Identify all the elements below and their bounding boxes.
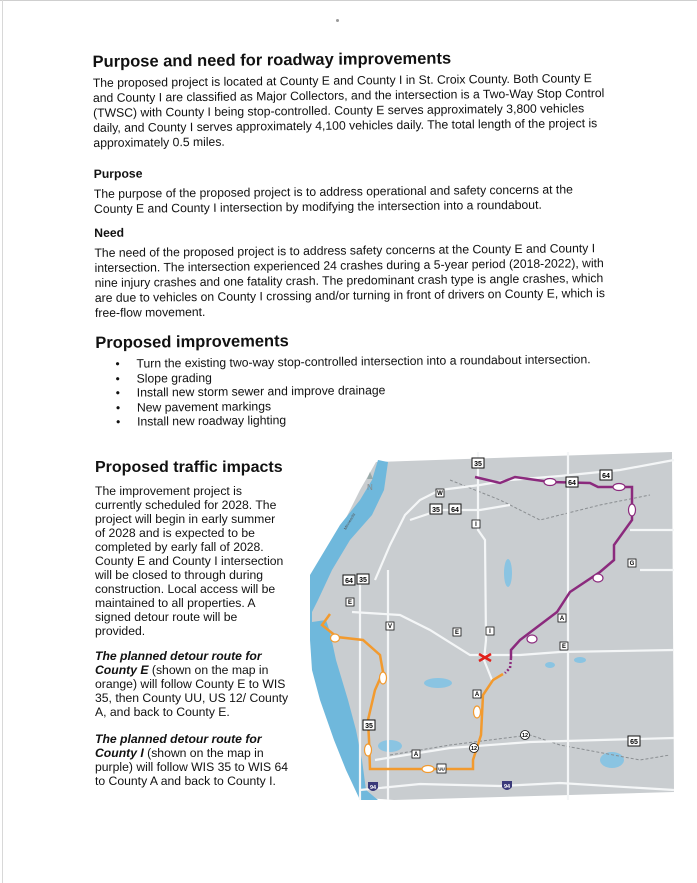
svg-text:G: G [629,561,635,567]
traffic-line-5: completed by early fall of 2028. [95,540,264,554]
intro-line-1: The proposed project is located at County E and County I in St. Croix County. Both County E [92,71,592,90]
county-e-shield [346,598,354,606]
intro-line-4: daily, and County I serves approximately 4,100 vehicles daily. The total length of the project is [93,116,598,135]
detour-i-line-2 [95,746,293,760]
svg-text:W: W [437,491,443,497]
map-lake [378,740,402,752]
need-line-3: nine injury crashes and one fatality crash. The predominant crash type is angle crashes, which [94,271,604,290]
traffic-line-9: maintained to all properties. A [95,596,256,610]
svg-text:64: 64 [451,507,459,514]
svg-text:A: A [474,692,480,698]
improvement-item: • Turn the existing two-way stop-controlled intersection into a roundabout intersection. [115,352,590,371]
detour-map [310,450,685,810]
river-label: Minnesota [342,512,357,531]
north-label: N [367,483,373,492]
detour-i-line-4: to County A and back to County I. [95,774,276,788]
scan-speck [336,19,339,22]
detour-e-line-5: A, and back to County E. [95,705,230,719]
svg-text:65: 65 [630,739,638,746]
improvement-item: • Install new roadway lighting [116,411,591,430]
improvements-list [115,352,591,430]
intro-line-3: (TWSC) with County I being stop-controlled. County E serves approximately 3,800 vehicles [93,101,585,120]
section-title-improvements: Proposed improvements [95,332,289,352]
traffic-line-11: provided. [95,624,146,638]
traffic-line-1: The improvement project is [95,484,242,498]
svg-text:A: A [413,752,419,758]
section-title-traffic-impacts: Proposed traffic impacts [95,459,283,476]
need-line-4: are due to vehicles on County I crossing and/or turning in front of drivers on County E, which is [94,286,606,305]
county-i-shield [486,627,494,635]
svg-text:12: 12 [470,746,478,752]
svg-text:V: V [387,624,393,630]
svg-text:64: 64 [568,480,576,487]
svg-text:E: E [347,600,353,606]
detour-e-line-4: 35, then County UU, US 12/ County [95,691,289,705]
improvement-item: • Install new storm sewer and improve drainage [116,381,591,400]
map-lake [504,559,512,587]
county-v-shield [386,622,394,630]
svg-text:94: 94 [369,785,377,791]
traffic-line-4: of 2028 and is expected to be [95,526,255,540]
intro-line-2: and County I are classified as Major Collectors, and the intersection is a Two-Way Stop Control [92,86,605,105]
page-left-border [2,0,3,883]
traffic-line-8: construction. Local access will be [95,582,276,596]
purpose-heading: Purpose [93,166,143,181]
intro-line-5: approximately 0.5 miles. [93,134,225,150]
detour-e-county: County E [95,663,149,677]
detour-i-rest: (shown on the map in [143,746,264,760]
detour-e-line-2 [95,663,293,677]
map-lake [424,678,452,688]
traffic-line-6: County E and County I intersection [95,554,284,568]
detour-i-lead: The planned detour route for [95,732,262,746]
detour-e-line-3: orange) will follow County E to WIS [95,677,286,691]
purpose-line-1: The purpose of the proposed project is to address operational and safety concerns at the [93,182,573,201]
county-i-shield [472,520,480,528]
page-top-border [0,0,697,1]
wis-35-shield [363,720,375,730]
svg-text:64: 64 [345,578,353,585]
svg-text:E: E [454,630,460,636]
section-title-purpose-need: Purpose and need for roadway improvements [92,49,452,71]
wis-35-shield [472,458,484,468]
improvement-item: • Slope grading [116,367,591,386]
traffic-line-10: signed detour route will be [95,610,238,624]
detour-i-county: County I [95,746,144,760]
wis-65-shield [628,736,640,746]
need-line-2: intersection. The intersection experienced 24 crashes during a 5-year period (2018-2022), with [94,256,604,275]
traffic-line-3: project will begin in early summer [95,512,276,526]
traffic-line-2: currently scheduled for 2028. The [95,498,277,512]
svg-text:A: A [559,616,565,622]
svg-text:12: 12 [521,733,529,739]
svg-text:I: I [475,522,477,528]
svg-text:94: 94 [503,784,511,790]
detour-i-line-3: purple) will follow WIS 35 to WIS 64 [95,760,289,774]
county-g-shield [628,559,636,567]
detour-e-lead: The planned detour route for [95,649,262,663]
wis-35-shield [357,574,369,584]
svg-text:64: 64 [602,473,610,480]
wis-64-shield [566,477,578,487]
svg-text:35: 35 [432,507,440,514]
need-heading: Need [94,225,125,240]
svg-text:35: 35 [359,577,367,584]
wis-64-shield [449,504,461,514]
county-a-shield [412,750,420,758]
svg-text:35: 35 [474,461,482,468]
svg-text:35: 35 [365,723,373,730]
need-line-5: free-flow movement. [94,304,206,320]
us-12-shield [521,731,530,740]
county-uu-shield [437,764,446,773]
svg-text:I: I [489,629,491,635]
wis-35-shield [430,504,442,514]
wis-64-shield [343,575,355,585]
purpose-line-2: County E and County I intersection by modifying the intersection into a roundabout. [93,197,542,216]
county-e-shield [560,642,568,650]
improvement-item: • New pavement markings [116,396,591,415]
county-w-shield [436,489,444,497]
county-a-shield [473,690,481,698]
need-line-1: The need of the proposed project is to address safety concerns at the County E and County I [94,241,596,260]
map-lake [545,662,555,668]
svg-text:UU: UU [438,766,445,772]
detour-e-rest: (shown on the map in [148,663,269,677]
county-e-shield [453,628,461,636]
us-12-shield [470,744,479,753]
svg-text:E: E [561,644,567,650]
map-lake [574,657,586,663]
wis-64-shield [600,470,612,480]
county-a-shield [558,614,566,622]
traffic-line-7: will be closed to through during [95,568,264,582]
